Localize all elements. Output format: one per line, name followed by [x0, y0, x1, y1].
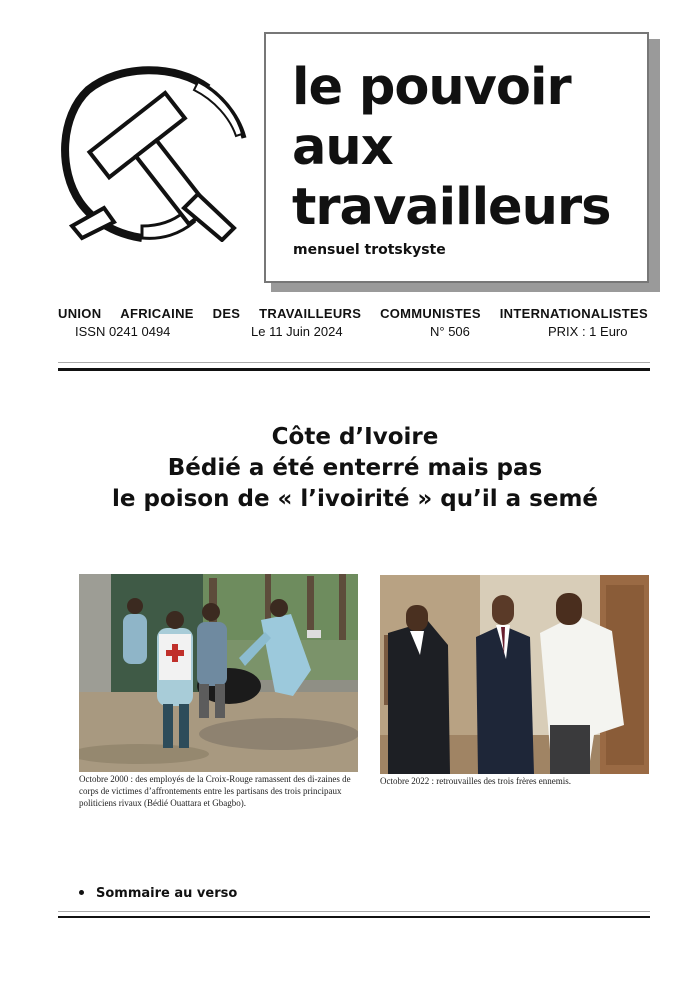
footer-divider-thick: [58, 916, 650, 918]
organization-name: [58, 306, 648, 321]
headline-line3: le poison de « l’ivoirité » qu’il a semé: [111, 486, 599, 512]
bullet-icon: [79, 890, 84, 895]
masthead-subtitle: mensuel trotskyste: [293, 242, 446, 258]
headline-line2: Bédié a été enterré mais pas: [167, 455, 543, 481]
headline-line1: Côte d’Ivoire: [271, 424, 439, 450]
org-word: TRAVAILLEURS: [259, 306, 362, 321]
org-word: AFRICAINE: [120, 306, 194, 321]
contents-note-text: Sommaire au verso: [96, 886, 238, 901]
masthead-title-line3: travailleurs: [292, 178, 611, 237]
hammer-sickle-logo: [58, 62, 248, 242]
price: PRIX : 1 Euro: [548, 324, 628, 339]
photo-caption-1: Octobre 2000 : des employés de la Croix-Rouge ramassent des di-zaines de corps de victimes d’affrontements entre les partisans des trois principaux politiciens rivaux (Bédié Ouattara et Gbagbo).: [79, 774, 351, 808]
issn: ISSN 0241 0494: [75, 324, 171, 339]
org-word: UNION: [58, 306, 102, 321]
issue-date: Le 11 Juin 2024: [251, 324, 343, 339]
org-word: INTERNATIONALISTES: [499, 306, 648, 321]
divider-thin: [58, 362, 650, 363]
issue-number: N° 506: [430, 324, 470, 339]
divider-thick: [58, 368, 650, 371]
photo-red-cross-workers: [79, 574, 358, 772]
photo-caption-2: Octobre 2022 : retrouvailles des trois frères ennemis.: [380, 776, 571, 786]
footer-divider-thin: [58, 911, 650, 912]
masthead-box: [264, 32, 649, 283]
org-word: DES: [212, 306, 241, 321]
masthead-title-line2: aux: [292, 118, 393, 177]
masthead-title-line1: le pouvoir: [292, 58, 571, 117]
table-of-contents-note: [79, 886, 237, 901]
org-word: COMMUNISTES: [380, 306, 481, 321]
photo-three-politicians: [380, 575, 649, 774]
